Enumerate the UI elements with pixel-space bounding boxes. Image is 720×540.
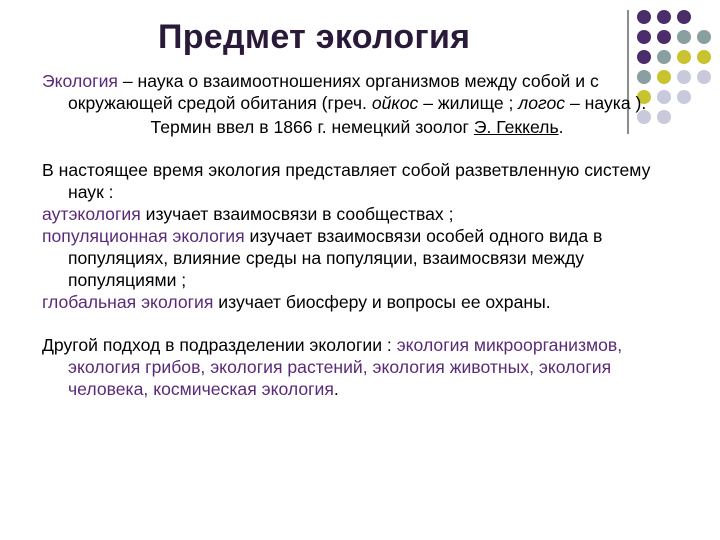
population-ecology-text: изучает взаимосвязи особей одного вида в популяциях, влияние среды на популяции, взаимосвязи между популяциями ;	[68, 226, 603, 290]
other-approach-paragraph	[42, 334, 672, 400]
decorative-dot	[657, 10, 671, 24]
decorative-dot	[697, 90, 711, 104]
definition-text: – наука о взаимоотношениях организмов между собой и с окружающей средой обитания (греч.	[68, 71, 599, 113]
decorative-dot	[677, 110, 691, 124]
decorative-dot	[637, 30, 651, 44]
decorative-dot	[677, 90, 691, 104]
decorative-dot	[697, 10, 711, 24]
decorative-dot	[697, 70, 711, 84]
definition-paragraph	[42, 70, 672, 114]
ecology-branches-list: экология микроорганизмов, экология грибов, экология растений, экология животных, экология человека, космическая экология	[68, 335, 623, 399]
autecology-item	[42, 203, 672, 225]
decorative-dot	[637, 50, 651, 64]
decorative-dot	[677, 30, 691, 44]
decorative-dot	[677, 70, 691, 84]
term-global-ecology: глобальная экология	[42, 292, 214, 312]
population-ecology-item	[42, 225, 672, 291]
other-approach-end: .	[333, 379, 339, 399]
decorative-dot	[697, 30, 711, 44]
greek-logos: логос	[518, 93, 566, 113]
other-approach-text: Другой подход в подразделении экологии :	[42, 335, 397, 355]
autecology-text: изучает взаимосвязи в сообществах ;	[140, 204, 454, 224]
slide-content	[42, 70, 672, 400]
global-ecology-text: изучает биосферу и вопросы ее охраны.	[213, 292, 551, 312]
decorative-dot	[697, 110, 711, 124]
term-autecology: аутэкология	[42, 204, 141, 224]
global-ecology-item	[42, 291, 672, 313]
decorative-dot	[677, 50, 691, 64]
haeckel-name: Э. Геккель	[473, 117, 559, 137]
term-ecology: Экология	[42, 71, 118, 91]
definition-text-3: – наука ).	[565, 93, 647, 113]
haeckel-text: Термин ввел в 1866 г. немецкий зоолог	[150, 117, 474, 137]
system-paragraph: В настоящее время экология представляет собой разветвленную систему наук :	[42, 160, 651, 202]
haeckel-end: .	[558, 117, 564, 137]
term-population-ecology: популяционная экология	[42, 226, 245, 246]
definition-text-2: – жилище ;	[418, 93, 519, 113]
page-title: Предмет экология	[158, 18, 471, 56]
decorative-dot	[677, 10, 691, 24]
decorative-dot	[697, 50, 711, 64]
decorative-dot	[637, 10, 651, 24]
decorative-dot	[657, 30, 671, 44]
greek-oikos: ойкос	[371, 93, 419, 113]
decorative-dot	[657, 50, 671, 64]
haeckel-paragraph	[42, 116, 672, 138]
